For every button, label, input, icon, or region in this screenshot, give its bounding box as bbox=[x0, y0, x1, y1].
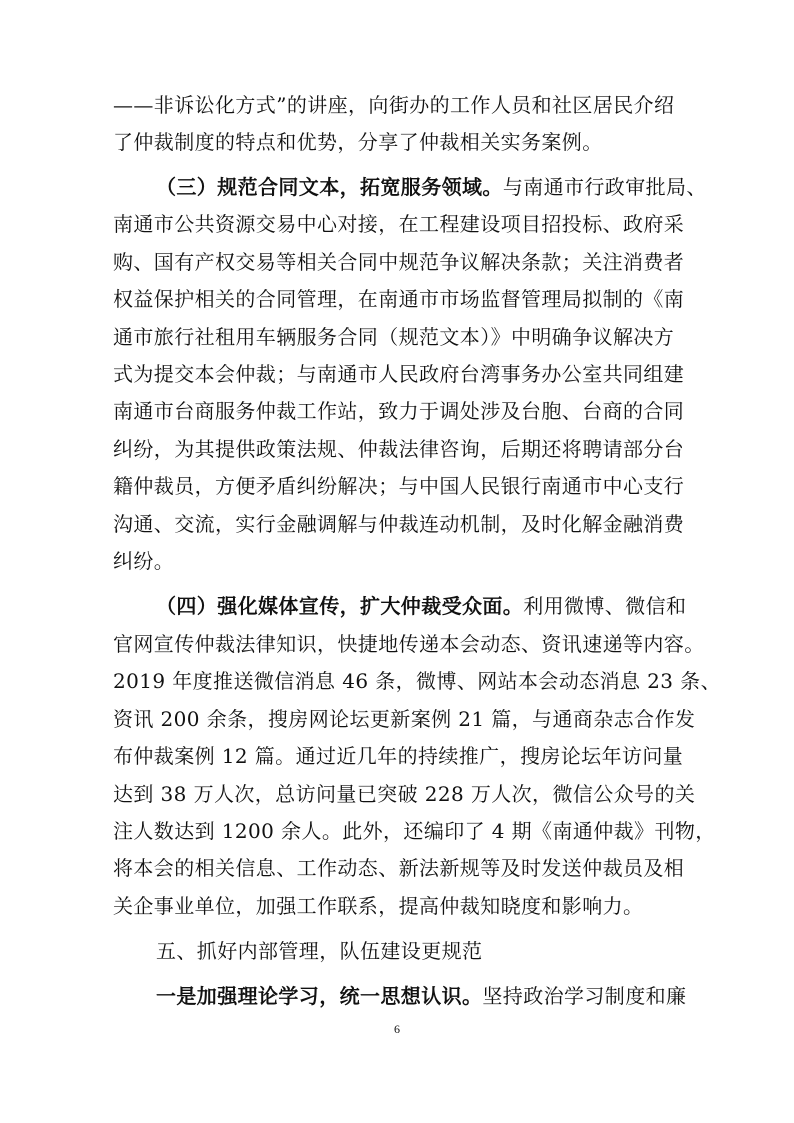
bold-heading: （三）规范合同文本，拓宽服务领域。 bbox=[156, 175, 503, 199]
text-line: 2019 年度推送微信消息 46 条，微博、网站本会动态消息 23 条、 bbox=[113, 669, 721, 693]
text-line: 达到 38 万人次，总访问量已突破 228 万人次，微信公众号的关 bbox=[113, 782, 696, 806]
text-line: 沟通、交流，实行金融调解与仲裁连动机制，及时化解金融消费 bbox=[113, 512, 685, 536]
section-heading-3: （三）规范合同文本，拓宽服务领域。与南通市行政审批局、 bbox=[156, 175, 707, 199]
bold-heading: 一是加强理论学习，统一思想认识。 bbox=[156, 984, 483, 1008]
text-line: 纠纷，为其提供政策法规、仲裁法律咨询，后期还将聘请部分台 bbox=[113, 437, 685, 461]
chapter-heading-5: 五、抓好内部管理，队伍建设更规范 bbox=[156, 939, 483, 963]
text-line: 将本会的相关信息、工作动态、新法新规等及时发送仲裁员及相 bbox=[113, 856, 685, 880]
text-line: 式为提交本会仲裁；与南通市人民政府台湾事务办公室共同组建 bbox=[113, 362, 685, 386]
text-line: 纠纷。 bbox=[113, 549, 175, 573]
text-line: 权益保护相关的合同管理，在南通市市场监督管理局拟制的《南 bbox=[113, 287, 685, 311]
text-line: 购、国有产权交易等相关合同中规范争议解决条款；关注消费者 bbox=[113, 250, 685, 274]
text-line: 布仲裁案例 12 篇。通过近几年的持续推广，搜房论坛年访问量 bbox=[113, 744, 684, 768]
text-line: 通市旅行社租用车辆服务合同（规范文本）》中明确争议解决方 bbox=[113, 325, 675, 349]
text-line: 注人数达到 1200 余人。此外，还编印了 4 期《南通仲裁》刊物， bbox=[113, 819, 716, 843]
text-line: 了仲裁制度的特点和优势，分享了仲裁相关实务案例。 bbox=[113, 130, 603, 154]
text-line: 南通市台商服务仲裁工作站，致力于调处涉及台胞、台商的合同 bbox=[113, 399, 685, 423]
text-line: 关企事业单位，加强工作联系，提高仲裁知晓度和影响力。 bbox=[113, 894, 644, 918]
text-line: 南通市公共资源交易中心对接，在工程建设项目招投标、政府采 bbox=[113, 212, 685, 236]
bold-heading: （四）强化媒体宣传，扩大仲裁受众面。 bbox=[156, 594, 524, 618]
page-number: 6 bbox=[394, 1022, 400, 1036]
text-line: 官网宣传仲裁法律知识，快捷地传递本会动态、资讯速递等内容。 bbox=[113, 632, 705, 656]
subsection-heading-1: 一是加强理论学习，统一思想认识。坚持政治学习制度和廉 bbox=[156, 984, 687, 1008]
section-heading-4: （四）强化媒体宣传，扩大仲裁受众面。利用微博、微信和 bbox=[156, 594, 687, 618]
text-line: 资讯 200 余条，搜房网论坛更新案例 21 篇，与通商杂志合作发 bbox=[113, 707, 696, 731]
text-line: ——非诉讼化方式”的讲座，向街办的工作人员和社区居民介绍 bbox=[113, 93, 675, 117]
text-line: 籍仲裁员，方便矛盾纠纷解决；与中国人民银行南通市中心支行 bbox=[113, 474, 685, 498]
